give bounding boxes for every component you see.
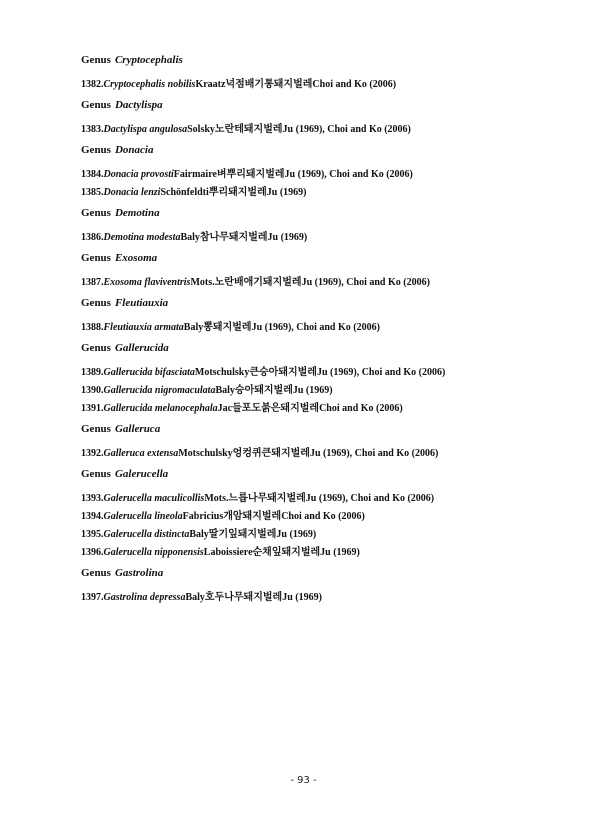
genus-label: Genus xyxy=(81,342,111,354)
korean-name: 딸기잎돼지벌레 xyxy=(208,529,277,540)
korean-name: 엉컹퀴큰돼지벌레 xyxy=(232,448,310,459)
genus-label: Genus xyxy=(81,99,111,111)
genus-heading xyxy=(81,98,581,113)
entry-number: 1394. xyxy=(81,511,104,522)
scientific-name: Gallerucida melanocephala xyxy=(103,403,218,414)
genus-label: Genus xyxy=(81,207,111,219)
species-entry xyxy=(81,364,581,382)
species-entry xyxy=(81,184,581,202)
species-entry xyxy=(81,589,581,607)
entry-number: 1396. xyxy=(81,547,104,558)
references: Ju (1969), Choi and Ko (2006) xyxy=(282,124,411,135)
korean-name: 승아돼지벌레 xyxy=(234,385,293,396)
genus-label: Genus xyxy=(81,144,111,156)
scientific-name: Galerucella distincta xyxy=(103,529,190,540)
entry-number: 1388. xyxy=(81,322,104,333)
author: Baly xyxy=(215,385,235,396)
species-entry xyxy=(81,445,581,463)
genus-label: Genus xyxy=(81,423,111,435)
genus-heading xyxy=(81,296,581,311)
scientific-name: Gastrolina depressa xyxy=(103,592,186,603)
entry-number: 1383. xyxy=(81,124,104,135)
genus-heading xyxy=(81,467,581,482)
scientific-name: Dactylispa angulosa xyxy=(103,124,188,135)
genus-section xyxy=(81,341,581,418)
references: Ju (1969) xyxy=(320,547,360,558)
genus-label: Genus xyxy=(81,567,111,579)
species-entry xyxy=(81,274,581,292)
korean-name: 순채잎돼지벌레 xyxy=(252,547,321,558)
references: Ju (1969) xyxy=(267,232,308,243)
species-entry xyxy=(81,526,581,544)
species-entry xyxy=(81,400,581,418)
species-entry xyxy=(81,319,581,337)
genus-heading xyxy=(81,566,581,581)
genus-section xyxy=(81,566,581,607)
author: Fabricius xyxy=(182,511,224,522)
entry-number: 1385. xyxy=(81,187,104,198)
korean-name: 참나무돼지벌레 xyxy=(199,232,268,243)
author: Mots. xyxy=(190,277,215,288)
species-entry xyxy=(81,508,581,526)
scientific-name: Gallerucida bifasciata xyxy=(103,367,195,378)
korean-name: 뿌리돼지벌레 xyxy=(208,187,267,198)
species-entry xyxy=(81,544,581,562)
species-entry xyxy=(81,121,581,139)
korean-name: 개암돼지벌레 xyxy=(223,511,282,522)
entry-number: 1386. xyxy=(81,232,104,243)
entry-number: 1382. xyxy=(81,79,104,90)
scientific-name: Galleruca extensa xyxy=(103,448,179,459)
author: Baly xyxy=(189,529,209,540)
references: Ju (1969) xyxy=(266,187,307,198)
genus-section xyxy=(81,206,581,247)
genus-heading xyxy=(81,341,581,356)
genus-name: Demotina xyxy=(114,207,160,219)
genus-name: Galleruca xyxy=(114,423,161,435)
entry-number: 1384. xyxy=(81,169,104,180)
scientific-name: Gallerucida nigromaculata xyxy=(103,385,216,396)
references: Ju (1969), Choi and Ko (2006) xyxy=(316,367,446,378)
genus-name: Donacia xyxy=(114,144,154,156)
scientific-name: Galerucella maculicollis xyxy=(103,493,205,504)
author: Mots. xyxy=(204,493,229,504)
references: Ju (1969), Choi and Ko (2006) xyxy=(284,169,413,180)
references: Ju (1969) xyxy=(292,385,333,396)
references: Ju (1969) xyxy=(276,529,317,540)
species-entry xyxy=(81,382,581,400)
species-entry xyxy=(81,229,581,247)
korean-name: 큰승아돼지벌레 xyxy=(249,367,317,378)
author: Kraatz xyxy=(195,79,226,90)
genus-heading xyxy=(81,206,581,221)
genus-heading xyxy=(81,53,581,68)
genus-name: Exosoma xyxy=(114,252,158,264)
korean-name: 노란배애기돼지벌레 xyxy=(214,277,302,288)
genus-name: Gallerucida xyxy=(114,342,169,354)
korean-name: 노란테돼지벌레 xyxy=(214,124,283,135)
scientific-name: Donacia provosti xyxy=(103,169,174,180)
author: Baly xyxy=(183,322,204,333)
genus-heading xyxy=(81,422,581,437)
author: Motschulsky xyxy=(178,448,233,459)
references: Choi and Ko (2006) xyxy=(319,403,403,414)
references: Ju (1969), Choi and Ko (2006) xyxy=(301,277,430,288)
genus-label: Genus xyxy=(81,54,111,66)
genus-name: Cryptocephalis xyxy=(114,54,183,66)
species-entry xyxy=(81,166,581,184)
references: Choi and Ko (2006) xyxy=(312,79,397,90)
references: Ju (1969), Choi and Ko (2006) xyxy=(309,448,439,459)
entry-number: 1391. xyxy=(81,403,104,414)
references: Ju (1969), Choi and Ko (2006) xyxy=(305,493,435,504)
entry-number: 1389. xyxy=(81,367,104,378)
species-list xyxy=(81,53,581,611)
references: Choi and Ko (2006) xyxy=(281,511,365,522)
author: Motschulsky xyxy=(194,367,250,378)
entry-number: 1390. xyxy=(81,385,104,396)
genus-name: Galerucella xyxy=(114,468,169,480)
author: Baly xyxy=(185,592,205,603)
korean-name: 뽕돼지벌레 xyxy=(203,322,252,333)
korean-name: 느릅나무돼지벌레 xyxy=(228,493,306,504)
genus-name: Gastrolina xyxy=(114,567,164,579)
genus-section xyxy=(81,251,581,292)
genus-section xyxy=(81,467,581,562)
entry-number: 1397. xyxy=(81,592,104,603)
entry-number: 1395. xyxy=(81,529,104,540)
author: Fairmaire xyxy=(173,169,217,180)
species-entry xyxy=(81,76,581,94)
scientific-name: Cryptocephalis nobilis xyxy=(103,79,196,90)
genus-section xyxy=(81,143,581,202)
scientific-name: Donacia lenzi xyxy=(103,187,161,198)
author: Solsky xyxy=(187,124,215,135)
genus-name: Dactylispa xyxy=(114,99,163,111)
entry-number: 1387. xyxy=(81,277,104,288)
korean-name: 들포도붉은돼지벌레 xyxy=(232,403,320,414)
species-entry xyxy=(81,490,581,508)
scientific-name: Galerucella nipponensis xyxy=(103,547,204,558)
korean-name: 호두나무돼지벌레 xyxy=(204,592,283,603)
genus-heading xyxy=(81,143,581,158)
genus-label: Genus xyxy=(81,297,111,309)
korean-name: 벼뿌리돼지벌레 xyxy=(216,169,285,180)
genus-heading xyxy=(81,251,581,266)
scientific-name: Galerucella lineola xyxy=(103,511,183,522)
references: Ju (1969), Choi and Ko (2006) xyxy=(251,322,380,333)
scientific-name: Demotina modesta xyxy=(103,232,181,243)
korean-name: 넉점배기통돼지벌레 xyxy=(225,79,313,90)
genus-section xyxy=(81,98,581,139)
author: Baly xyxy=(180,232,200,243)
page-number: - 93 - xyxy=(290,775,317,786)
genus-label: Genus xyxy=(81,252,111,264)
author: Schönfeldti xyxy=(160,187,209,198)
genus-section xyxy=(81,296,581,337)
genus-section xyxy=(81,53,581,94)
scientific-name: Exosoma flaviventris xyxy=(103,277,191,288)
references: Ju (1969) xyxy=(282,592,322,603)
entry-number: 1392. xyxy=(81,448,104,459)
author: Laboissiere xyxy=(203,547,253,558)
genus-name: Fleutiauxia xyxy=(114,297,169,309)
genus-label: Genus xyxy=(81,468,111,480)
entry-number: 1393. xyxy=(81,493,104,504)
genus-section xyxy=(81,422,581,463)
author: Jac xyxy=(217,403,233,414)
scientific-name: Fleutiauxia armata xyxy=(103,322,184,333)
